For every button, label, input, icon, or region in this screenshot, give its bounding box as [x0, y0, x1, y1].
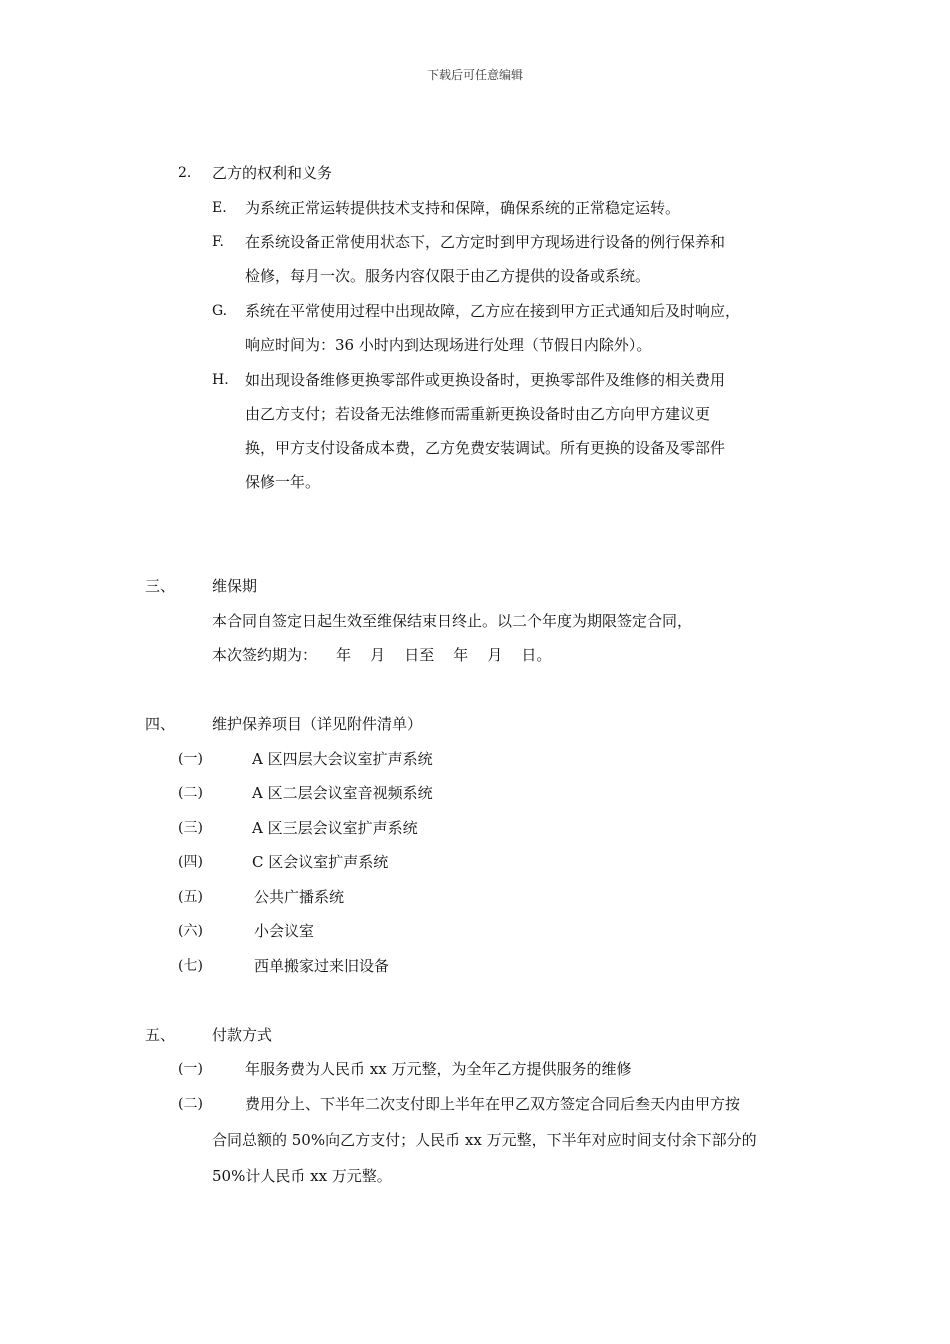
item-4-5-text: 公共广播系统	[254, 888, 345, 906]
item-g-label: G.	[212, 303, 228, 319]
item-5-2-line-1: 费用分上、下半年二次支付即上半年在甲乙双方签定合同后叁天内由甲方按	[245, 1095, 741, 1113]
item-4-2-label: (二)	[178, 785, 203, 801]
item-g-line-2: 响应时间为：36 小时内到达现场进行处理（节假日内除外）。	[245, 336, 652, 354]
item-4-4-label: (四)	[178, 854, 203, 870]
item-4-6-text: 小会议室	[254, 922, 315, 940]
item-4-7-text: 西单搬家过来旧设备	[254, 957, 390, 975]
section-5-number: 五、	[145, 1026, 176, 1044]
section-2-number: 2.	[178, 165, 192, 181]
item-h-label: H.	[212, 372, 229, 388]
item-4-3-text: A 区三层会议室扩声系统	[252, 819, 418, 837]
section-3-line-2: 本次签约期为： 年 月 日至 年 月 日。	[212, 646, 552, 664]
item-5-1-label: (一)	[178, 1061, 203, 1077]
item-4-1-text: A 区四层大会议室扩声系统	[252, 750, 433, 768]
item-f-label: F.	[212, 234, 224, 250]
item-e-line-1: 为系统正常运转提供技术支持和保障，确保系统的正常稳定运转。	[245, 199, 681, 217]
item-5-2-label: (二)	[178, 1096, 203, 1112]
item-h-line-3: 换，甲方支付设备成本费，乙方免费安装调试。所有更换的设备及零部件	[245, 439, 726, 457]
item-4-1-label: (一)	[178, 751, 203, 767]
item-h-line-4: 保修一年。	[245, 473, 321, 491]
item-5-1-line-1: 年服务费为人民币 xx 万元整，为全年乙方提供服务的维修	[245, 1060, 632, 1078]
section-4-number: 四、	[145, 715, 176, 733]
item-4-7-label: (七)	[178, 958, 203, 974]
page-header: 下载后可任意编辑	[426, 68, 523, 82]
item-f-line-1: 在系统设备正常使用状态下，乙方定时到甲方现场进行设备的例行保养和	[245, 233, 726, 251]
item-4-6-label: (六)	[178, 923, 203, 939]
item-5-2-line-2: 合同总额的 50%向乙方支付；人民币 xx 万元整，下半年对应时间支付余下部分的	[212, 1131, 757, 1149]
item-e-label: E.	[212, 200, 227, 216]
item-4-5-label: (五)	[178, 889, 203, 905]
section-5-title: 付款方式	[212, 1026, 273, 1044]
section-3-line-1: 本合同自签定日起生效至维保结束日终止。以二个年度为期限签定合同，	[212, 612, 693, 630]
item-h-line-2: 由乙方支付；若设备无法维修而需重新更换设备时由乙方向甲方建议更	[245, 405, 711, 423]
item-4-2-text: A 区二层会议室音视频系统	[252, 784, 433, 802]
item-5-2-line-3: 50%计人民币 xx 万元整。	[212, 1167, 392, 1185]
section-3-number: 三、	[145, 577, 176, 595]
section-2-title: 乙方的权利和义务	[212, 164, 333, 182]
item-g-line-1: 系统在平常使用过程中出现故障，乙方应在接到甲方正式通知后及时响应，	[245, 302, 741, 320]
item-4-4-text: C 区会议室扩声系统	[252, 853, 389, 871]
section-4-title: 维护保养项目（详见附件清单）	[212, 715, 423, 733]
item-4-3-label: (三)	[178, 820, 203, 836]
item-h-line-1: 如出现设备维修更换零部件或更换设备时，更换零部件及维修的相关费用	[245, 371, 726, 389]
section-3-title: 维保期	[212, 577, 258, 595]
item-f-line-2: 检修，每月一次。服务内容仅限于由乙方提供的设备或系统。	[245, 267, 651, 285]
